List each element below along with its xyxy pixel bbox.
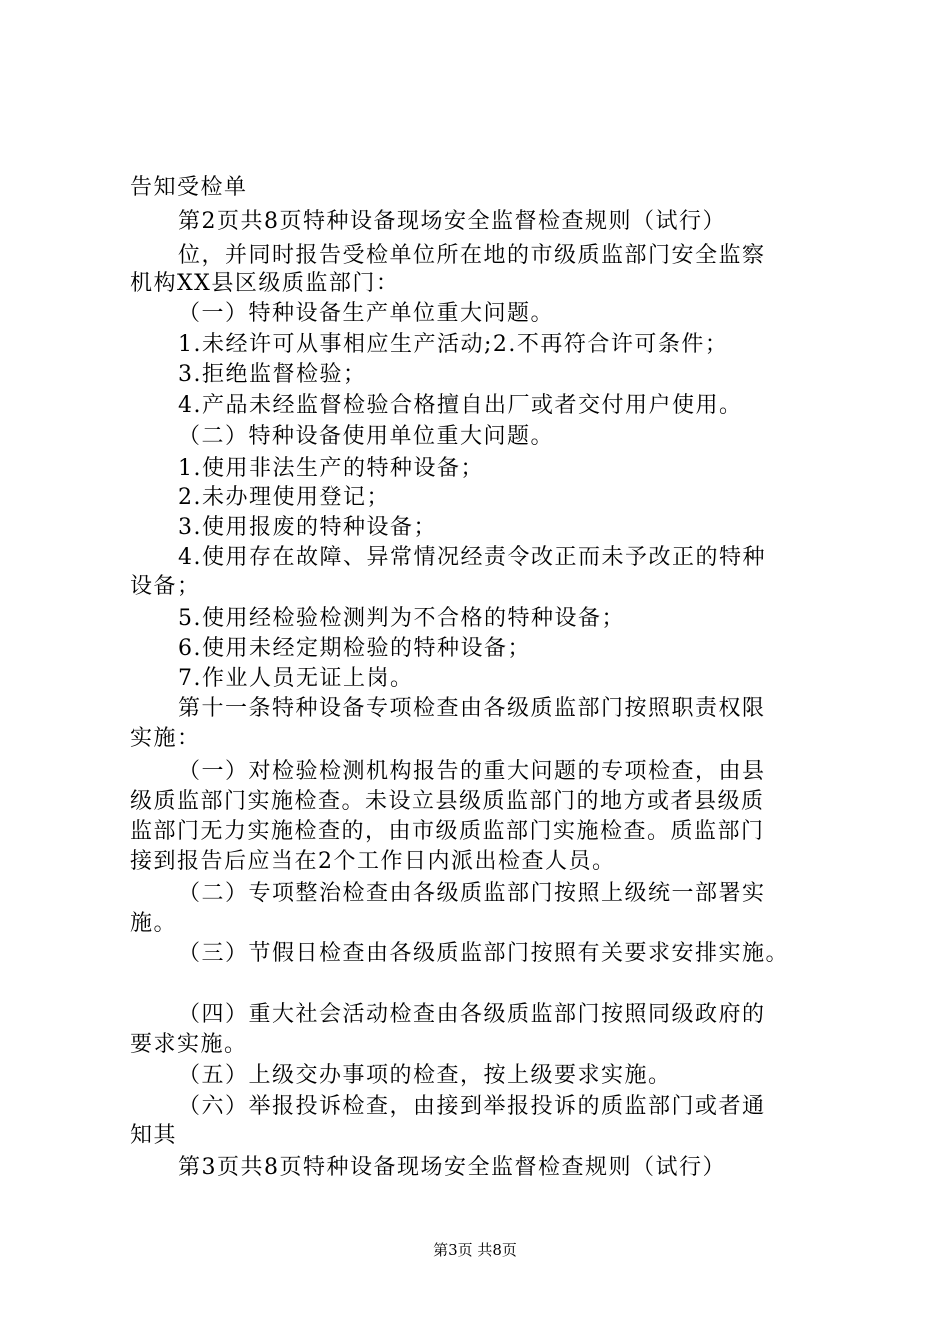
text-line: 机构XX县区级质监部门： xyxy=(130,271,400,296)
list-item: 3.拒绝监督检验； xyxy=(178,362,367,387)
text-line: 接到报告后应当在2个工作日内派出检查人员。 xyxy=(130,849,616,874)
list-item: 4.使用存在故障、异常情况经责令改正而未予改正的特种 xyxy=(178,545,766,570)
text-line: （六）举报投诉检查，由接到举报投诉的质监部门或者通 xyxy=(178,1094,766,1119)
text-line: 级质监部门实施检查。未设立县级质监部门的地方或者县级质 xyxy=(130,789,765,814)
text-line: 施。 xyxy=(130,911,178,936)
text-line: 实施： xyxy=(130,726,201,751)
text-line: 监部门无力实施检查的，由市级质监部门实施检查。质监部门 xyxy=(130,819,765,844)
section-heading: （一）特种设备生产单位重大问题。 xyxy=(178,301,555,326)
text-line: 要求实施。 xyxy=(130,1032,248,1057)
text-line: 告知受检单 xyxy=(130,175,248,200)
text-line: 设备； xyxy=(130,574,201,599)
text-line: （二）专项整治检查由各级质监部门按照上级统一部署实 xyxy=(178,881,766,906)
text-line: （一）对检验检测机构报告的重大问题的专项检查，由县 xyxy=(178,759,766,784)
page-header-line: 第2页共8页特种设备现场安全监督检查规则（试行） xyxy=(178,209,726,234)
list-item: 1.未经许可从事相应生产活动;2.不再符合许可条件； xyxy=(178,332,729,357)
list-item: 7.作业人员无证上岗。 xyxy=(178,666,414,691)
section-heading: （二）特种设备使用单位重大问题。 xyxy=(178,424,555,449)
list-item: 2.未办理使用登记； xyxy=(178,485,390,510)
text-line: （五）上级交办事项的检查，按上级要求实施。 xyxy=(178,1063,672,1088)
text-line: 位，并同时报告受检单位所在地的市级质监部门安全监察 xyxy=(178,243,766,268)
text-line: （四）重大社会活动检查由各级质监部门按照同级政府的 xyxy=(178,1002,766,1027)
page-header-line: 第3页共8页特种设备现场安全监督检查规则（试行） xyxy=(178,1155,726,1180)
page-footer: 第3页 共8页 xyxy=(433,1241,517,1259)
article-heading: 第十一条特种设备专项检查由各级质监部门按照职责权限 xyxy=(178,696,766,721)
list-item: 4.产品未经监督检验合格擅自出厂或者交付用户使用。 xyxy=(178,393,743,418)
list-item: 3.使用报废的特种设备； xyxy=(178,515,437,540)
text-line: （三）节假日检查由各级质监部门按照有关要求安排实施。 xyxy=(178,941,790,966)
text-line: 知其 xyxy=(130,1123,178,1148)
list-item: 6.使用未经定期检验的特种设备； xyxy=(178,636,531,661)
list-item: 1.使用非法生产的特种设备； xyxy=(178,456,484,481)
list-item: 5.使用经检验检测判为不合格的特种设备； xyxy=(178,606,625,631)
